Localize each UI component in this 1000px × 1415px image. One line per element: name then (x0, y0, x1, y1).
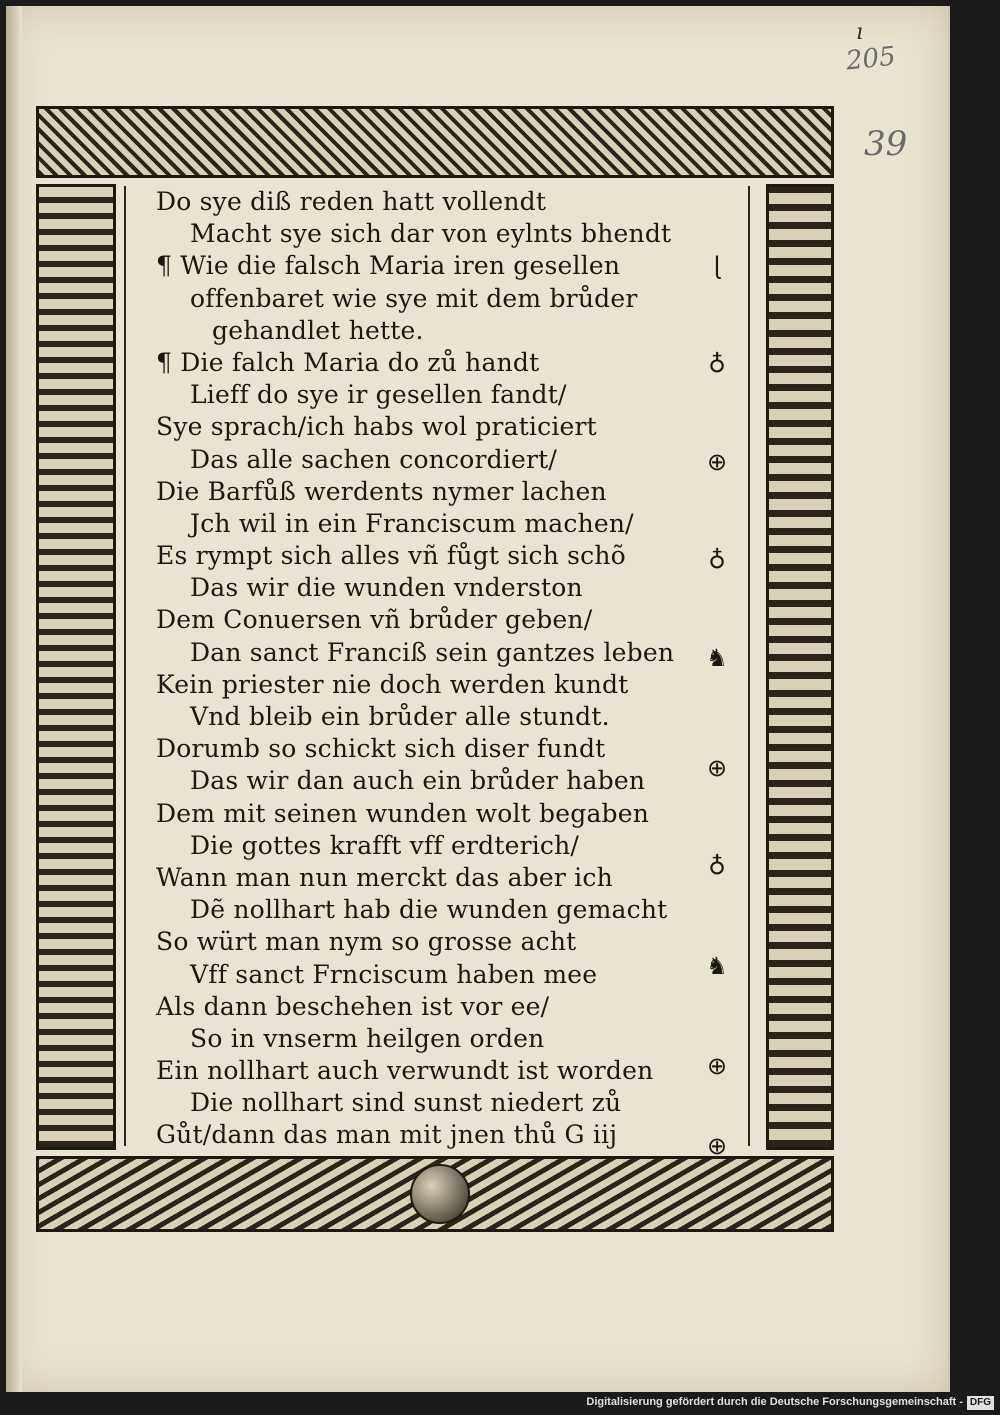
hand-glyph-icon: ♞ (706, 644, 728, 672)
verse-line: Dan sanct Franciß sein gantzes leben (190, 637, 675, 667)
verse-line: Lieff do sye ir gesellen fandt/ (190, 380, 567, 410)
verse-line: Die nollhart sind sunst niedert zů (190, 1088, 622, 1118)
circle-cross-icon: ⊕ (706, 754, 728, 782)
verse-line: Dem Conuersen vñ brůder geben/ (156, 605, 593, 635)
verse-line: gehandlet hette. (212, 315, 424, 345)
orb-ornament-icon (410, 1164, 470, 1224)
verse-line: Das wir die wunden vnderston (190, 573, 583, 603)
text-frame-rule-left (124, 186, 126, 1146)
circle-cross-icon: ⊕ (706, 1052, 728, 1080)
bell-glyph-icon: ɭ (713, 252, 721, 280)
circle-cross-icon: ⊕ (706, 1132, 728, 1160)
verse-line: Die Barfůß werdents nymer lachen (156, 476, 607, 506)
bell-glyph-icon: ♁ (708, 350, 726, 378)
verse-line: Dem mit seinen wunden wolt begaben (156, 798, 650, 828)
credit-text: Digitalisierung gefördert durch die Deutsche Forschungsgemeinschaft - (586, 1396, 963, 1408)
text-frame-rule-right (748, 186, 750, 1146)
verse-line: Kein priester nie doch werden kundt (156, 669, 629, 699)
verse-line: ¶ Wie die falsch Maria iren gesellen (156, 251, 621, 281)
verse-line: Sye sprach/ich habs wol praticiert (156, 412, 597, 442)
verse-line: So würt man nym so grosse acht (156, 927, 577, 957)
verse-line: Dẽ nollhart hab die wunden gemacht (190, 895, 668, 925)
bell-glyph-icon: ♁ (708, 852, 726, 880)
handwritten-folio-number: 39 (864, 124, 908, 164)
verse-line: Jch wil in ein Franciscum machen/ (190, 508, 634, 538)
woodcut-border-left (36, 184, 116, 1150)
verse-line: Do sye diß reden hatt vollendt (156, 187, 547, 216)
verse-line: Das wir dan auch ein brůder haben (190, 766, 646, 796)
handwritten-page-number: 205 (844, 41, 898, 77)
dfg-logo: DFG (967, 1396, 994, 1410)
verse-line: Das alle sachen concordiert/ (190, 444, 558, 474)
verse-line: Vnd bleib ein brůder alle stundt. (190, 702, 610, 731)
circle-cross-icon: ⊕ (706, 448, 728, 476)
verse-line: ¶ Die falch Maria do zů handt (156, 347, 540, 377)
book-page (6, 6, 950, 1392)
verse-line: Wann man nun merckt das aber ich (156, 862, 613, 892)
digitization-credit (586, 1391, 994, 1413)
bell-glyph-icon: ♁ (708, 546, 726, 574)
verse-line: Die gottes krafft vff erdterich/ (190, 830, 580, 860)
verse-line: Macht sye sich dar von eylnts bhendt (190, 219, 672, 249)
hand-glyph-icon: ♞ (706, 952, 728, 980)
page-gutter-shadow (6, 6, 22, 1392)
verse-line: Als dann beschehen ist vor ee/ (156, 991, 550, 1021)
verse-line: Vff sanct Frnciscum haben mee (190, 959, 598, 989)
verse-line: Es rympt sich alles vñ fůgt sich schõ (156, 541, 626, 571)
verse-text-block (156, 186, 716, 1152)
verse-line: Gůt/dann das man mit jnen thů G iij (156, 1120, 618, 1150)
ink-mark: ı (856, 20, 864, 45)
verse-line: offenbaret wie sye mit dem brůder (190, 283, 638, 313)
woodcut-border-right (766, 184, 834, 1150)
verse-line: Dorumb so schickt sich diser fundt (156, 734, 606, 764)
verse-line: So in vnserm heilgen orden (190, 1023, 545, 1053)
verse-line: Ein nollhart auch verwundt ist worden (156, 1056, 654, 1086)
woodcut-border-top (36, 106, 834, 178)
